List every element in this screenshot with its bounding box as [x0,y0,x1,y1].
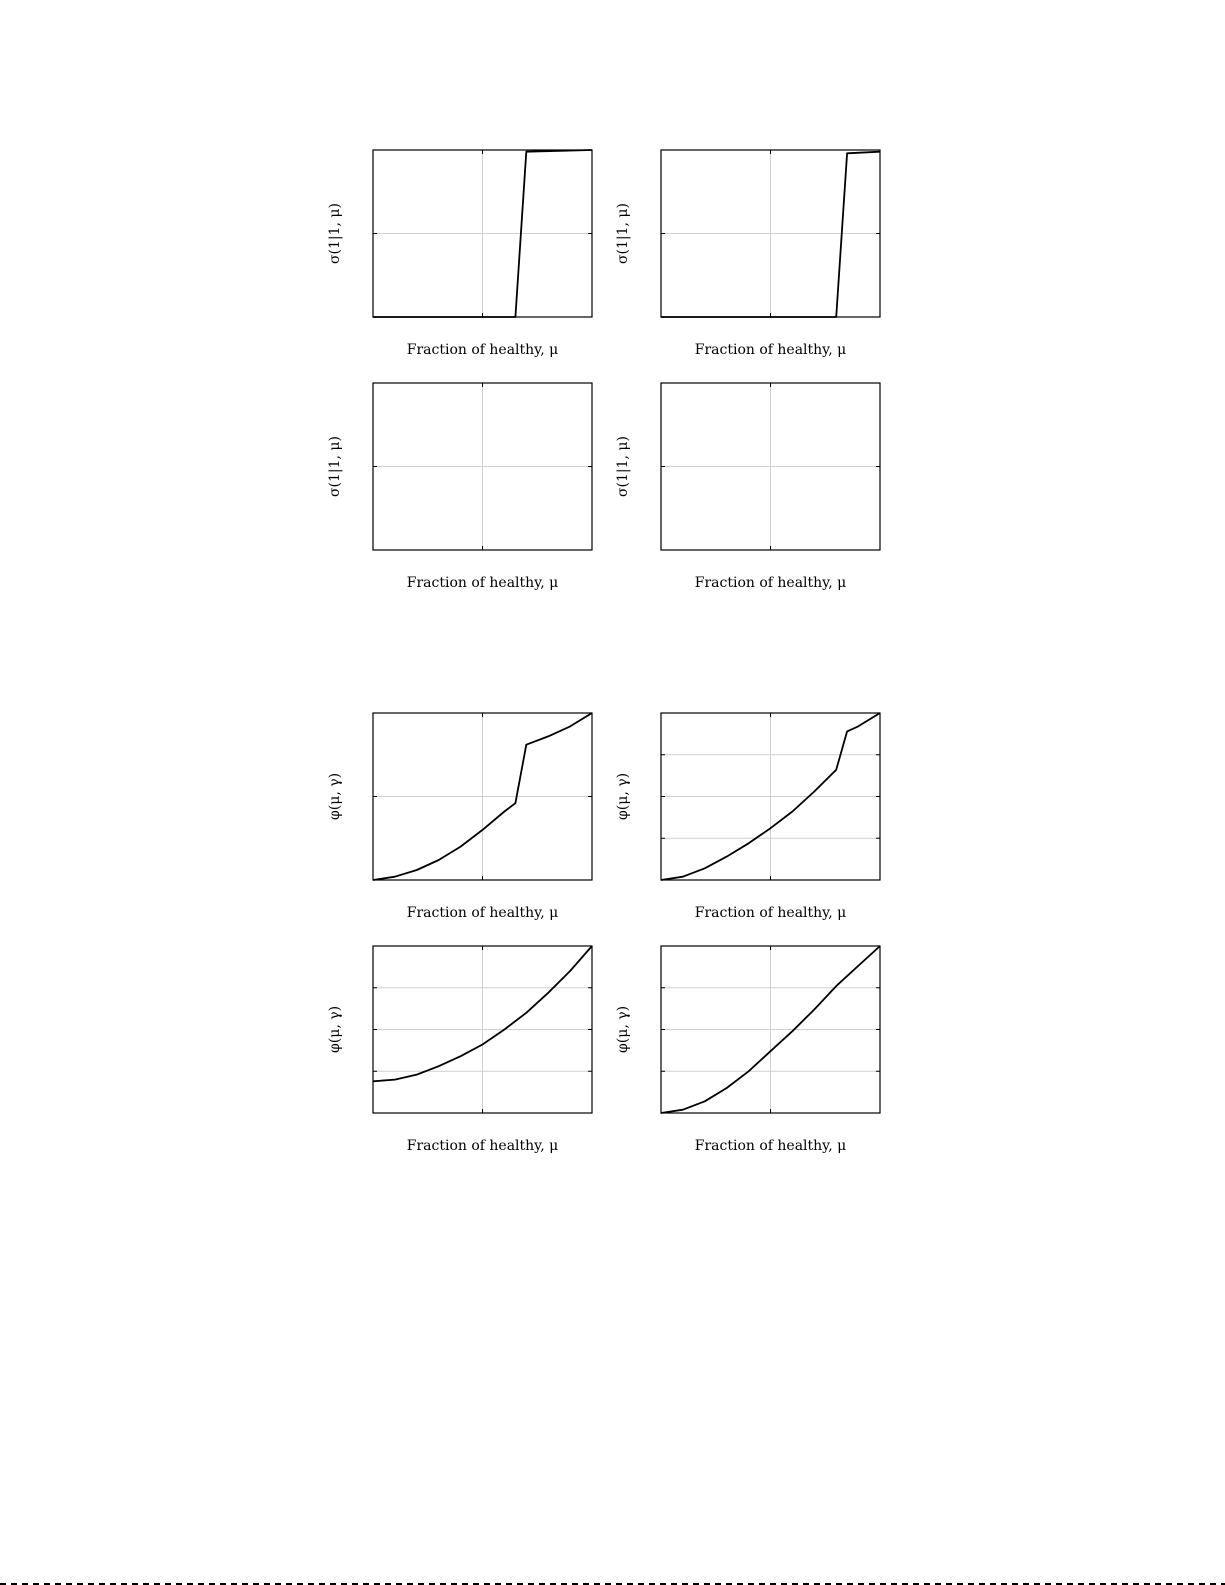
x-axis-label: Fraction of healthy, μ [694,575,847,591]
x-axis-label: Fraction of healthy, μ [694,1138,847,1154]
subplot-7 [327,946,592,1154]
subplot-6 [615,713,880,921]
x-axis-label: Fraction of healthy, μ [694,905,847,921]
y-axis-label: σ(1|1, μ) [327,435,343,498]
subplot-2 [615,150,880,358]
subplot-5 [327,713,592,921]
y-axis-label: φ(μ, γ) [327,1005,343,1054]
x-axis-label: Fraction of healthy, μ [406,575,559,591]
y-axis-label: φ(μ, γ) [615,1005,631,1054]
subplot-4 [615,383,880,591]
x-axis-label: Fraction of healthy, μ [694,342,847,358]
y-axis-label: σ(1|1, μ) [615,202,631,265]
y-axis-label: φ(μ, γ) [615,772,631,821]
x-axis-label: Fraction of healthy, μ [406,905,559,921]
x-axis-label: Fraction of healthy, μ [406,1138,559,1154]
subplot-8 [615,946,880,1154]
x-axis-label: Fraction of healthy, μ [406,342,559,358]
y-axis-label: φ(μ, γ) [327,772,343,821]
y-axis-label: σ(1|1, μ) [327,202,343,265]
subplot-1 [327,150,592,358]
y-axis-label: σ(1|1, μ) [615,435,631,498]
subplot-3 [327,383,592,591]
